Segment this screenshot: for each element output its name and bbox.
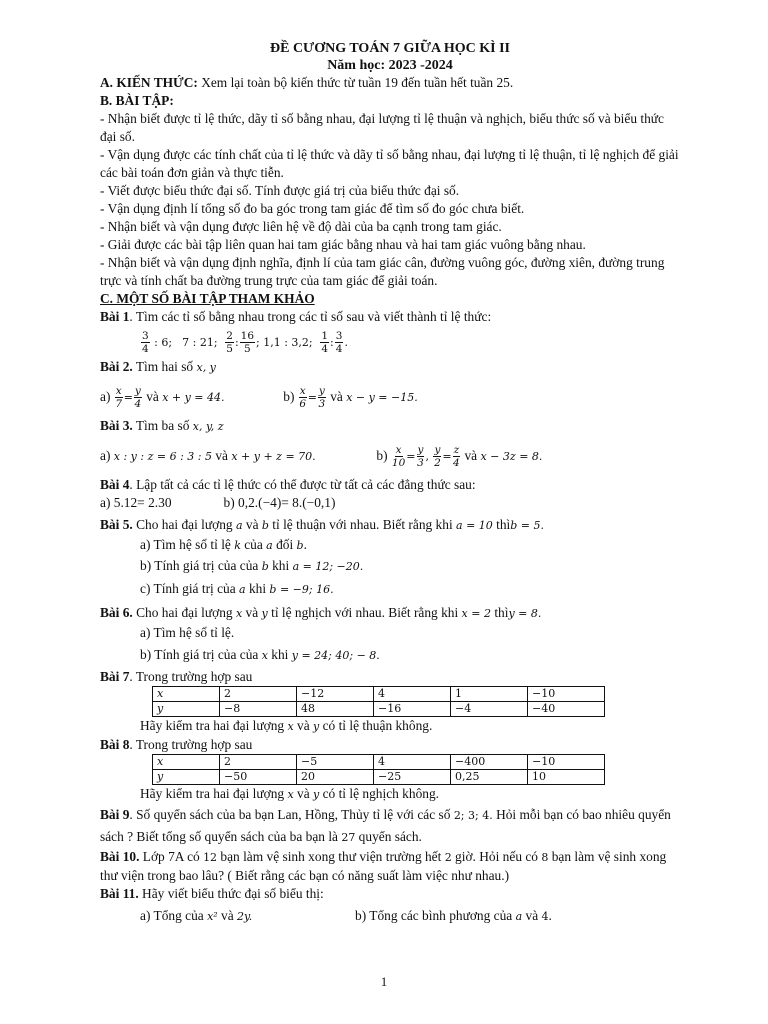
objective-item: - Nhận biết và vận dụng định nghĩa, định lí của tam giác cân, đường vuông góc, đường xiên, đường trung trực và tính chất ba đường trung trực của tam giác để giải toán. — [100, 255, 665, 288]
exercise-8-table — [152, 754, 605, 785]
exercise-3 — [100, 417, 680, 436]
exercise-label: Bài 9 — [100, 807, 130, 822]
equation: x : y : z = 6 : 3 : 5 — [113, 450, 212, 463]
section-a-text: Xem lại toàn bộ kiến thức từ tuần 19 đến tuần hết tuần 25. — [197, 75, 514, 90]
exercise-label: Bài 4 — [100, 477, 130, 492]
exercise-5-a: a) Tìm hệ số tỉ lệ k của a đối b. — [140, 537, 307, 552]
exercise-7-table — [152, 686, 605, 717]
exercise-5-c: c) Tính giá trị của a khi b = −9; 16. — [140, 581, 334, 596]
exercise-text: . Lập tất cả các tỉ lệ thức có thể được từ tất cả các đẳng thức sau: — [129, 477, 476, 492]
fraction: $\frac{x}{6}$ — [299, 385, 307, 411]
fraction: $\frac{3}{4}$ — [335, 330, 343, 356]
equation: x + y = 44. — [162, 391, 225, 404]
table-row: y −50 20 −25 0,25 10 — [153, 770, 605, 785]
exercise-11: Bài 11. Hãy viết biểu thức đại số biểu thị: — [100, 886, 324, 901]
doc-title: ĐỀ CƯƠNG TOÁN 7 GIỮA HỌC KÌ II — [270, 41, 510, 56]
exercise-2 — [100, 358, 680, 377]
part-label: b) — [376, 448, 388, 463]
exercise-text: Tìm hai số — [132, 359, 197, 374]
fraction: $\frac{y}{4}$ — [134, 385, 142, 411]
math-vars: x, y — [196, 361, 216, 374]
objective-item: - Nhận biết và vận dụng được liên hệ về độ dài của ba cạnh trong tam giác. — [100, 219, 502, 234]
section-a-heading: A. KIẾN THỨC: — [100, 75, 198, 90]
exercise-label: Bài 8 — [100, 737, 130, 752]
table-row: x 2 −12 4 1 −10 — [153, 687, 605, 702]
equation: x − y = −15. — [346, 391, 418, 404]
section-b-heading: B. BÀI TẬP: — [100, 93, 174, 108]
exercise-label: Bài 11. — [100, 886, 139, 901]
objective-item: - Nhận biết được tỉ lệ thức, dãy tỉ số bằng nhau, đại lượng tỉ lệ thuận và nghịch, biểu thức số và biểu thức đại số. — [100, 111, 665, 144]
section-a — [100, 74, 680, 92]
exercise-2-parts: a) $\frac{x}{7}$ = $\frac{y}{4}$ và x + y = 44. b) $\frac{x}{6}$ = $\frac{y}{3}$ và x − y = −15. — [100, 385, 418, 411]
part-label: a) — [100, 389, 111, 404]
ratio-text: : 6; — [150, 336, 173, 349]
exercise-9: Bài 9. Số quyển sách của ba bạn Lan, Hồng, Thủy tỉ lệ với các số 2; 3; 4. Hỏi mỗi bạn có bao nhiêu quyển sách ? Biết tổng số quyển sách của ba bạn là 27 quyển sách. — [100, 807, 671, 844]
math-vars: x, y, z — [192, 420, 224, 433]
fraction: $\frac{y}{2}$ — [434, 444, 441, 470]
part-label: a) — [100, 448, 114, 463]
fraction: $\frac{z}{4}$ — [453, 444, 460, 470]
table-row: x 2 −5 4 −400 −10 — [153, 755, 605, 770]
equation: x − 3z = 8. — [480, 450, 543, 463]
document-page — [100, 40, 680, 930]
part-a: a) 5.12= 2.30 — [100, 495, 172, 510]
fraction: $\frac{y}{3}$ — [318, 385, 326, 411]
exercise-4 — [100, 476, 680, 494]
exercise-label: Bài 2. — [100, 359, 133, 374]
exercise-8-question: Hãy kiểm tra hai đại lượng x và y có tỉ lệ nghịch không. — [140, 786, 440, 801]
exercise-7: Bài 7. Trong trường hợp sau — [100, 669, 253, 684]
exercise-label: Bài 1 — [100, 309, 130, 324]
part-label: b) — [283, 389, 295, 404]
exercise-11-parts: a) Tổng của x² và 2y. b) Tổng các bình phương của a và 4. — [140, 908, 552, 923]
ratio-text: 7 : 21; — [182, 336, 218, 349]
exercise-3-parts: a) x : y : z = 6 : 3 : 5 và x + y + z = 70. b) $\frac{x}{10}$ = $\frac{y}{3}$ , $\frac{y}{2}$ = $\frac{z}{4}$ và x − 3z = 8. — [100, 444, 543, 470]
ratio-text: ; 1,1 : 3,2; — [256, 336, 313, 349]
exercise-1 — [100, 308, 680, 326]
exercise-6-b: b) Tính giá trị của của x khi y = 24; 40; − 8. — [140, 647, 380, 662]
exercise-text: Tìm ba số — [132, 418, 193, 433]
table-row: y −8 48 −16 −4 −40 — [153, 702, 605, 717]
section-c-heading: C. MỘT SỐ BÀI TẬP THAM KHẢO — [100, 291, 315, 306]
fraction: $\frac{2}{5}$ — [226, 330, 233, 356]
fraction: $\frac{x}{7}$ — [115, 385, 123, 411]
exercise-6: Bài 6. Cho hai đại lượng x và y tỉ lệ nghịch với nhau. Biết rằng khi x = 2 thìy = 8. — [100, 605, 542, 620]
exercise-label: Bài 10. — [100, 849, 140, 864]
exercise-label: Bài 6. — [100, 605, 133, 620]
exercise-8: Bài 8. Trong trường hợp sau — [100, 737, 253, 752]
fraction: $\frac{3}{4}$ — [142, 330, 149, 356]
exercise-7-question: Hãy kiểm tra hai đại lượng x và y có tỉ lệ thuận không. — [140, 718, 433, 733]
objective-item: - Viết được biểu thức đại số. Tính được giá trị của biểu thức đại số. — [100, 183, 460, 198]
doc-year: Năm học: 2023 -2024 — [327, 58, 453, 73]
objective-item: - Vận dụng định lí tổng số đo ba góc trong tam giác để tìm số đo góc chưa biết. — [100, 201, 525, 216]
exercise-6-a: a) Tìm hệ số tỉ lệ. — [140, 625, 235, 640]
exercise-1-ratios: $\frac{3}{4}$ : 6; 7 : 21; $\frac{2}{5}$ : $\frac{16}{5}$ ; 1,1 : 3,2; $\frac{1}{4}$ : $\frac{3}{4}$ . — [142, 330, 348, 356]
exercise-4-parts — [100, 494, 680, 512]
fraction: $\frac{x}{10}$ — [391, 444, 406, 470]
objective-item: - Giải được các bài tập liên quan hai tam giác bằng nhau và hai tam giác vuông bằng nhau. — [100, 237, 586, 252]
part-b: b) 0,2.(−4)= 8.(−0,1) — [223, 495, 336, 510]
fraction: $\frac{y}{3}$ — [417, 444, 424, 470]
equation: x + y + z = 70. — [231, 450, 316, 463]
exercise-label: Bài 7 — [100, 669, 130, 684]
objective-item: - Vận dụng được các tính chất của tỉ lệ thức và dãy tỉ số bằng nhau, đại lượng tỉ lệ thuận, tỉ lệ nghịch để giải các bài toán đơn giản và thực tiễn. — [100, 147, 679, 180]
fraction: $\frac{16}{5}$ — [240, 330, 255, 356]
exercise-5-b: b) Tính giá trị của của b khi a = 12; −20. — [140, 558, 364, 573]
fraction: $\frac{1}{4}$ — [321, 330, 329, 356]
exercise-text: . Tìm các tỉ số bằng nhau trong các tỉ số sau và viết thành tỉ lệ thức: — [129, 309, 492, 324]
exercise-5: Bài 5. Cho hai đại lượng a và b tỉ lệ thuận với nhau. Biết rằng khi a = 10 thìb = 5. — [100, 517, 545, 532]
exercise-label: Bài 5. — [100, 517, 133, 532]
page-number: 1 — [380, 974, 388, 989]
exercise-10: Bài 10. Lớp 7A có 12 bạn làm vệ sinh xong thư viện trường hết 2 giờ. Hỏi nếu có 8 bạn làm vệ sinh xong thư viện trong bao lâu? ( Biết rằng các bạn có năng suất làm việc như nhau.) — [100, 849, 667, 883]
exercise-label: Bài 3. — [100, 418, 133, 433]
